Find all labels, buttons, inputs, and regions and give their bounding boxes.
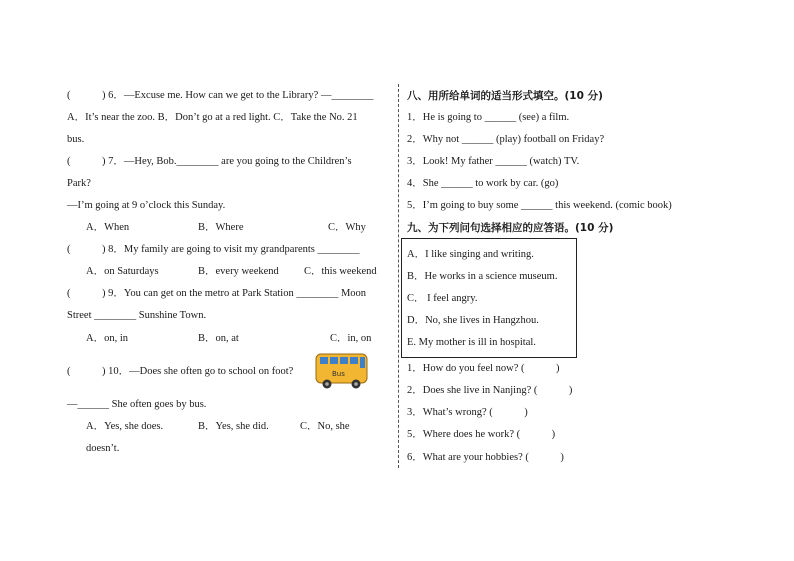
question-10-answer: —______ She often goes by bus. [67, 399, 207, 410]
question-8-option-b: B．every weekend [198, 266, 279, 277]
question-9-option-b: B．on, at [198, 333, 239, 344]
question-7-cont: Park? [67, 178, 91, 189]
question-8-option-a: A．on Saturdays [86, 266, 159, 277]
s9-item-5: 5．Where does he work? ( ) [407, 429, 556, 440]
question-10-option-a: A．Yes, she does. [86, 421, 164, 432]
question-9-cont: Street ________ Sunshine Town. [67, 310, 207, 321]
s8-item-3: 3．Look! My father ______ (watch) TV. [407, 156, 580, 167]
question-7-answer: —I’m going at 9 o’clock this Sunday. [67, 200, 226, 211]
question-10-option-c: C．No, she [300, 421, 350, 432]
option-a: A．I like singing and writing. [407, 249, 534, 260]
option-d: D．No, she lives in Hangzhou. [407, 315, 539, 326]
s9-item-2: 2．Does she live in Nanjing? ( ) [407, 385, 573, 396]
question-10-option-c-cont: doesn’t. [86, 443, 120, 454]
question-6: ( ) 6．—Excuse me. How can we get to the Library? —________ [67, 90, 374, 101]
section-8-title: 八、用所给单词的适当形式填空。(10 分) [407, 90, 603, 102]
question-10: ( ) 10．—Does she often go to school on foot? [67, 366, 294, 377]
question-9: ( ) 9．You can get on the metro at Park Station ________ Moon [67, 288, 367, 299]
s8-item-1: 1．He is going to ______ (see) a film. [407, 112, 570, 123]
question-8: ( ) 8．My family are going to visit my grandparents ________ [67, 244, 360, 255]
column-divider [398, 84, 399, 468]
question-8-option-c: C．this weekend [304, 266, 377, 277]
bus-icon [314, 351, 370, 391]
s9-item-1: 1．How do you feel now? ( ) [407, 363, 560, 374]
bus-label: Bus [332, 370, 345, 378]
s8-item-5: 5．I’m going to buy some ______ this weekend. (comic book) [407, 200, 672, 211]
s8-item-4: 4．She ______ to work by car. (go) [407, 178, 559, 189]
question-7-option-c: C．Why [328, 222, 366, 233]
option-e: E. My mother is ill in hospital. [407, 337, 536, 348]
question-7-option-b: B．Where [198, 222, 244, 233]
question-6-options-cont: bus. [67, 134, 85, 145]
question-7: ( ) 7．—Hey, Bob.________ are you going to the Children’s [67, 156, 352, 167]
question-6-options: A．It’s near the zoo. B．Don’t go at a red light. C．Take the No. 21 [67, 112, 358, 123]
s9-item-6: 6．What are your hobbies? ( ) [407, 452, 564, 463]
question-9-option-c: C．in, on [330, 333, 372, 344]
section-9-title: 九、为下列问句选择相应的应答语。(10 分) [407, 222, 614, 234]
question-9-option-a: A．on, in [86, 333, 128, 344]
question-7-option-a: A．When [86, 222, 130, 233]
option-b: B．He works in a science museum. [407, 271, 558, 282]
option-c: C． I feel angry. [407, 293, 478, 304]
s8-item-2: 2．Why not ______ (play) football on Friday? [407, 134, 605, 145]
s9-item-3: 3．What’s wrong? ( ) [407, 407, 528, 418]
question-10-option-b: B．Yes, she did. [198, 421, 269, 432]
